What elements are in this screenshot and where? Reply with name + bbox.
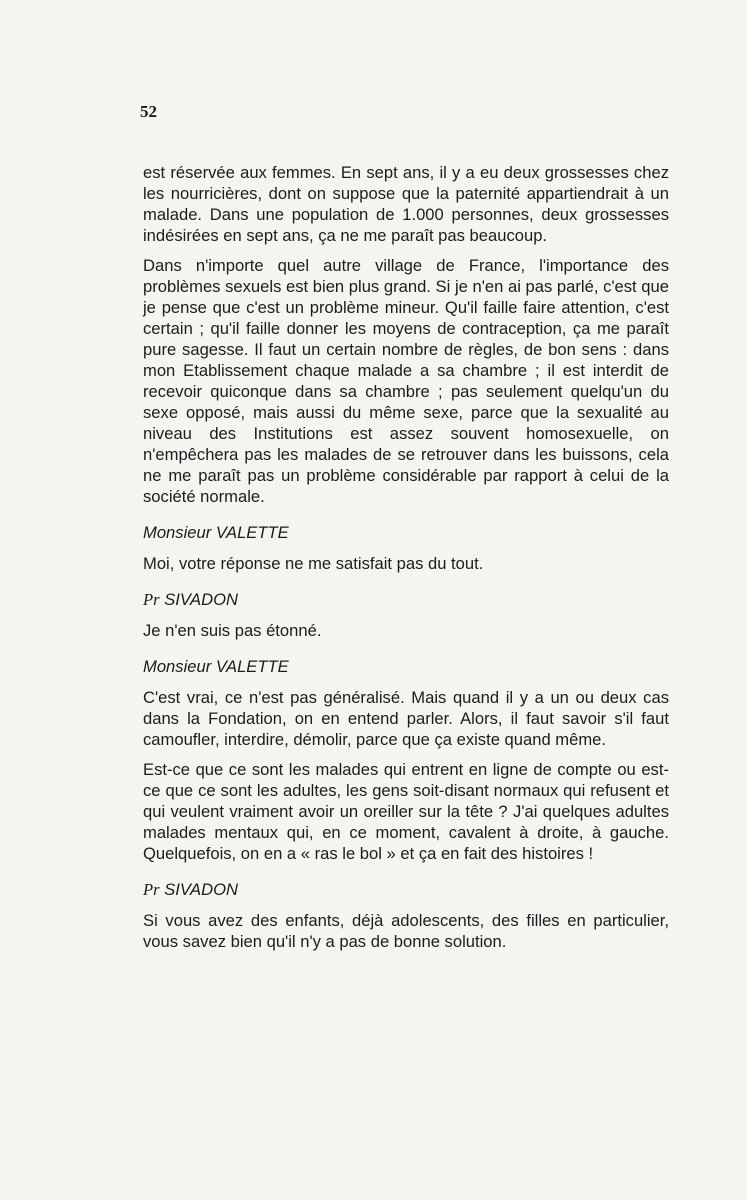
speaker-name: SIVADON	[164, 590, 238, 609]
speaker-valette-1: Monsieur VALETTE	[143, 523, 289, 542]
speaker-sivadon-1	[143, 589, 669, 610]
text-column	[143, 162, 669, 961]
reply-valette-1: Moi, votre réponse ne me satisfait pas du tout.	[143, 554, 484, 573]
title-prefix: Pr	[143, 880, 160, 899]
reply-sivadon-2: Si vous avez des enfants, déjà adolescents, des filles en particulier, vous savez bien qu'il n'y a pas de bonne solution.	[143, 911, 669, 951]
paragraph-1: est réservée aux femmes. En sept ans, il y a eu deux grossesses chez les nourricières, dont on suppose que la paternité appartiendrait à un malade. Dans une population de 1.000 personnes, deux grossesses indésirées en sept ans, ça ne me paraît pas beaucoup.	[143, 163, 669, 245]
reply-valette-2a: C'est vrai, ce n'est pas généralisé. Mais quand il y a un ou deux cas dans la Fondation, on en entend parler. Alors, il faut savoir s'il faut camoufler, interdire, démolir, parce que ça existe quand même.	[143, 688, 669, 749]
speaker-sivadon-2	[143, 879, 669, 900]
paragraph-2: Dans n'importe quel autre village de France, l'importance des problèmes sexuels est bien plus grand. Si je n'en ai pas parlé, c'est que je pense que c'est un problème mineur. Qu'il faille faire attention, c'est certain ; qu'il faille donner les moyens de contraception, ça me paraît pure sagesse. Il faut un certain nombre de règles, de bon sens : dans mon Etablissement chaque malade a sa chambre ; il est interdit de recevoir quiconque dans sa chambre ; pas seulement quelqu'un du sexe opposé, mais aussi du même sexe, parce que la sexualité au niveau des Institutions est assez souvent homosexuelle, on n'empêchera pas les malades de se retrouver dans les buissons, cela ne me paraît pas un problème considérable par rapport à celui de la société normale.	[143, 256, 669, 506]
speaker-name: SIVADON	[164, 880, 238, 899]
page-number: 52	[140, 102, 157, 121]
reply-sivadon-1: Je n'en suis pas étonné.	[143, 621, 322, 640]
reply-valette-2b: Est-ce que ce sont les malades qui entrent en ligne de compte ou est-ce que ce sont les adultes, les gens soit-disant normaux qui refusent et qui veulent vraiment avoir un oreiller sur la tête ? J'ai quelques adultes malades mentaux qui, en ce moment, cavalent à droite, à gauche. Quelquefois, on en a « ras le bol » et ça en fait des histoires !	[143, 760, 669, 863]
title-prefix: Pr	[143, 590, 160, 609]
speaker-valette-2: Monsieur VALETTE	[143, 657, 289, 676]
